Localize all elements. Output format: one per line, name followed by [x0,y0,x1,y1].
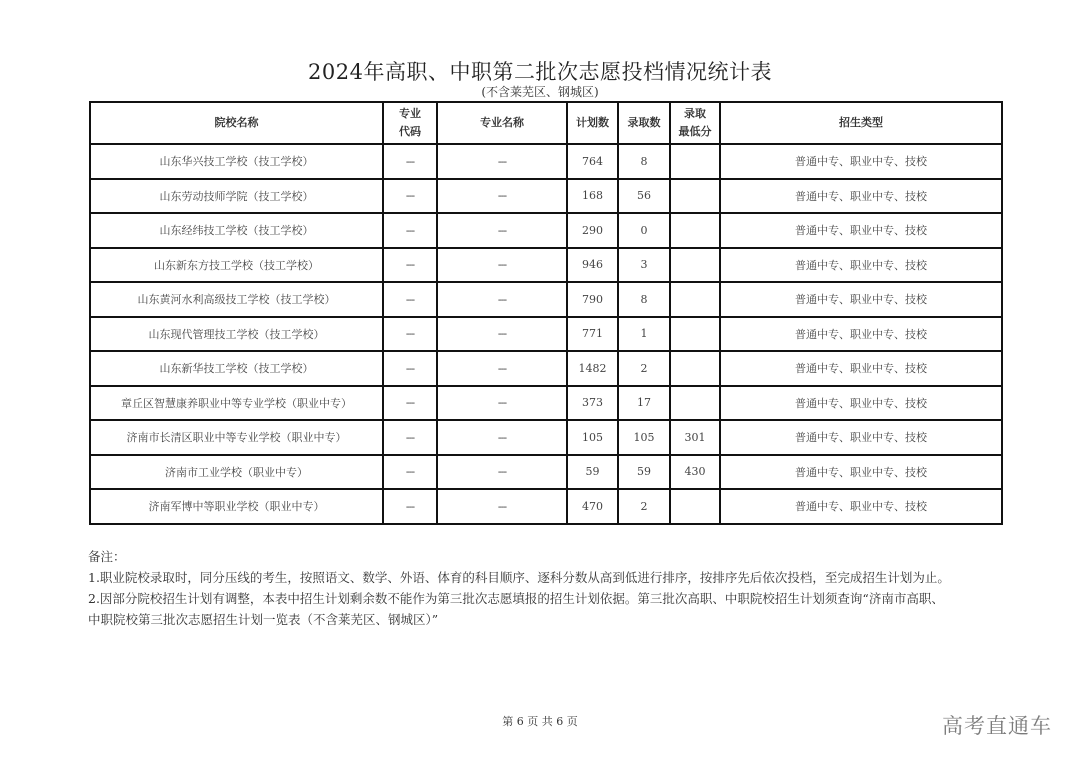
header-min-score-line1: 录取 [684,107,706,120]
table-row [90,282,1002,317]
cell-admitted: 56 [618,179,670,214]
cell-type: 普通中专、职业中专、技校 [720,282,1002,317]
cell-admitted: 0 [618,213,670,248]
cell-code: --- [383,455,437,490]
cell-admitted: 1 [618,317,670,352]
cell-code: --- [383,144,437,179]
cell-major: --- [437,386,567,421]
table-row [90,455,1002,490]
cell-code: --- [383,213,437,248]
header-min-score-line2: 最低分 [678,125,712,138]
cell-major: --- [437,317,567,352]
cell-type: 普通中专、职业中专、技校 [720,455,1002,490]
cell-major: --- [437,282,567,317]
cell-type: 普通中专、职业中专、技校 [720,489,1002,524]
admission-table [89,101,1003,525]
header-school-name: 院校名称 [90,102,383,144]
header-min-score [670,102,720,144]
table-row [90,420,1002,455]
cell-min-score [670,248,720,283]
cell-admitted: 2 [618,351,670,386]
cell-school: 山东经纬技工学校（技工学校） [90,213,383,248]
cell-min-score [670,213,720,248]
header-major-name: 专业名称 [437,102,567,144]
notes-heading: 备注： [88,549,126,564]
cell-code: --- [383,248,437,283]
cell-code: --- [383,282,437,317]
header-major-code-line1: 专业 [399,107,421,120]
cell-major: --- [437,455,567,490]
cell-school: 山东新华技工学校（技工学校） [90,351,383,386]
cell-admitted: 59 [618,455,670,490]
watermark-logo: 高考直通车 [942,714,1052,738]
cell-school: 济南军博中等职业学校（职业中专） [90,489,383,524]
cell-plan: 290 [567,213,618,248]
cell-type: 普通中专、职业中专、技校 [720,144,1002,179]
cell-major: --- [437,420,567,455]
table-row [90,317,1002,352]
cell-major: --- [437,489,567,524]
cell-plan: 105 [567,420,618,455]
cell-admitted: 8 [618,144,670,179]
header-enroll-type: 招生类型 [720,102,1002,144]
cell-plan: 470 [567,489,618,524]
table-row [90,351,1002,386]
cell-code: --- [383,386,437,421]
cell-major: --- [437,248,567,283]
cell-admitted: 3 [618,248,670,283]
cell-admitted: 17 [618,386,670,421]
table-row [90,213,1002,248]
note-1: 1.职业院校录取时，同分压线的考生，按照语文、数学、外语、体育的科目顺序、逐科分数从高到低进行排序，按排序先后依次投档，至完成招生计划为止。 [88,570,950,585]
cell-type: 普通中专、职业中专、技校 [720,317,1002,352]
page-number: 第 6 页 共 6 页 [502,715,578,728]
cell-major: --- [437,351,567,386]
cell-school: 山东黄河水利高级技工学校（技工学校） [90,282,383,317]
cell-min-score [670,282,720,317]
cell-min-score [670,179,720,214]
cell-code: --- [383,420,437,455]
cell-min-score [670,144,720,179]
cell-type: 普通中专、职业中专、技校 [720,248,1002,283]
cell-school: 山东新东方技工学校（技工学校） [90,248,383,283]
cell-plan: 771 [567,317,618,352]
cell-admitted: 105 [618,420,670,455]
cell-school: 山东现代管理技工学校（技工学校） [90,317,383,352]
table-row [90,489,1002,524]
cell-min-score [670,317,720,352]
table-header-row [90,102,1002,144]
header-major-code [383,102,437,144]
cell-plan: 790 [567,282,618,317]
cell-min-score: 430 [670,455,720,490]
cell-code: --- [383,489,437,524]
cell-type: 普通中专、职业中专、技校 [720,179,1002,214]
table-row [90,179,1002,214]
cell-plan: 59 [567,455,618,490]
cell-type: 普通中专、职业中专、技校 [720,213,1002,248]
cell-admitted: 2 [618,489,670,524]
document-title: 2024年高职、中职第二批次志愿投档情况统计表 [308,60,772,84]
header-plan-count: 计划数 [567,102,618,144]
cell-major: --- [437,213,567,248]
cell-major: --- [437,144,567,179]
header-admitted-count: 录取数 [618,102,670,144]
document-subtitle: (不含莱芜区、钢城区) [481,85,599,99]
notes-section [88,546,1018,630]
note-2-part1: 2.因部分院校招生计划有调整，本表中招生计划剩余数不能作为第三批次志愿填报的招生计划依据。第三批次高职、中职院校招生计划须查询“济南市高职、 [88,591,944,606]
cell-type: 普通中专、职业中专、技校 [720,420,1002,455]
table-row [90,386,1002,421]
cell-min-score [670,386,720,421]
cell-type: 普通中专、职业中专、技校 [720,386,1002,421]
cell-school: 山东劳动技师学院（技工学校） [90,179,383,214]
cell-plan: 373 [567,386,618,421]
cell-plan: 1482 [567,351,618,386]
table-row [90,248,1002,283]
table-row [90,144,1002,179]
cell-plan: 764 [567,144,618,179]
cell-min-score [670,351,720,386]
cell-major: --- [437,179,567,214]
cell-admitted: 8 [618,282,670,317]
cell-school: 山东华兴技工学校（技工学校） [90,144,383,179]
cell-code: --- [383,351,437,386]
cell-code: --- [383,317,437,352]
cell-school: 章丘区智慧康养职业中等专业学校（职业中专） [90,386,383,421]
note-2-part2: 中职院校第三批次志愿招生计划一览表（不含莱芜区、钢城区）” [88,612,439,627]
cell-school: 济南市长清区职业中等专业学校（职业中专） [90,420,383,455]
cell-type: 普通中专、职业中专、技校 [720,351,1002,386]
cell-min-score [670,489,720,524]
cell-code: --- [383,179,437,214]
cell-min-score: 301 [670,420,720,455]
cell-plan: 946 [567,248,618,283]
cell-school: 济南市工业学校（职业中专） [90,455,383,490]
header-major-code-line2: 代码 [399,125,421,138]
cell-plan: 168 [567,179,618,214]
